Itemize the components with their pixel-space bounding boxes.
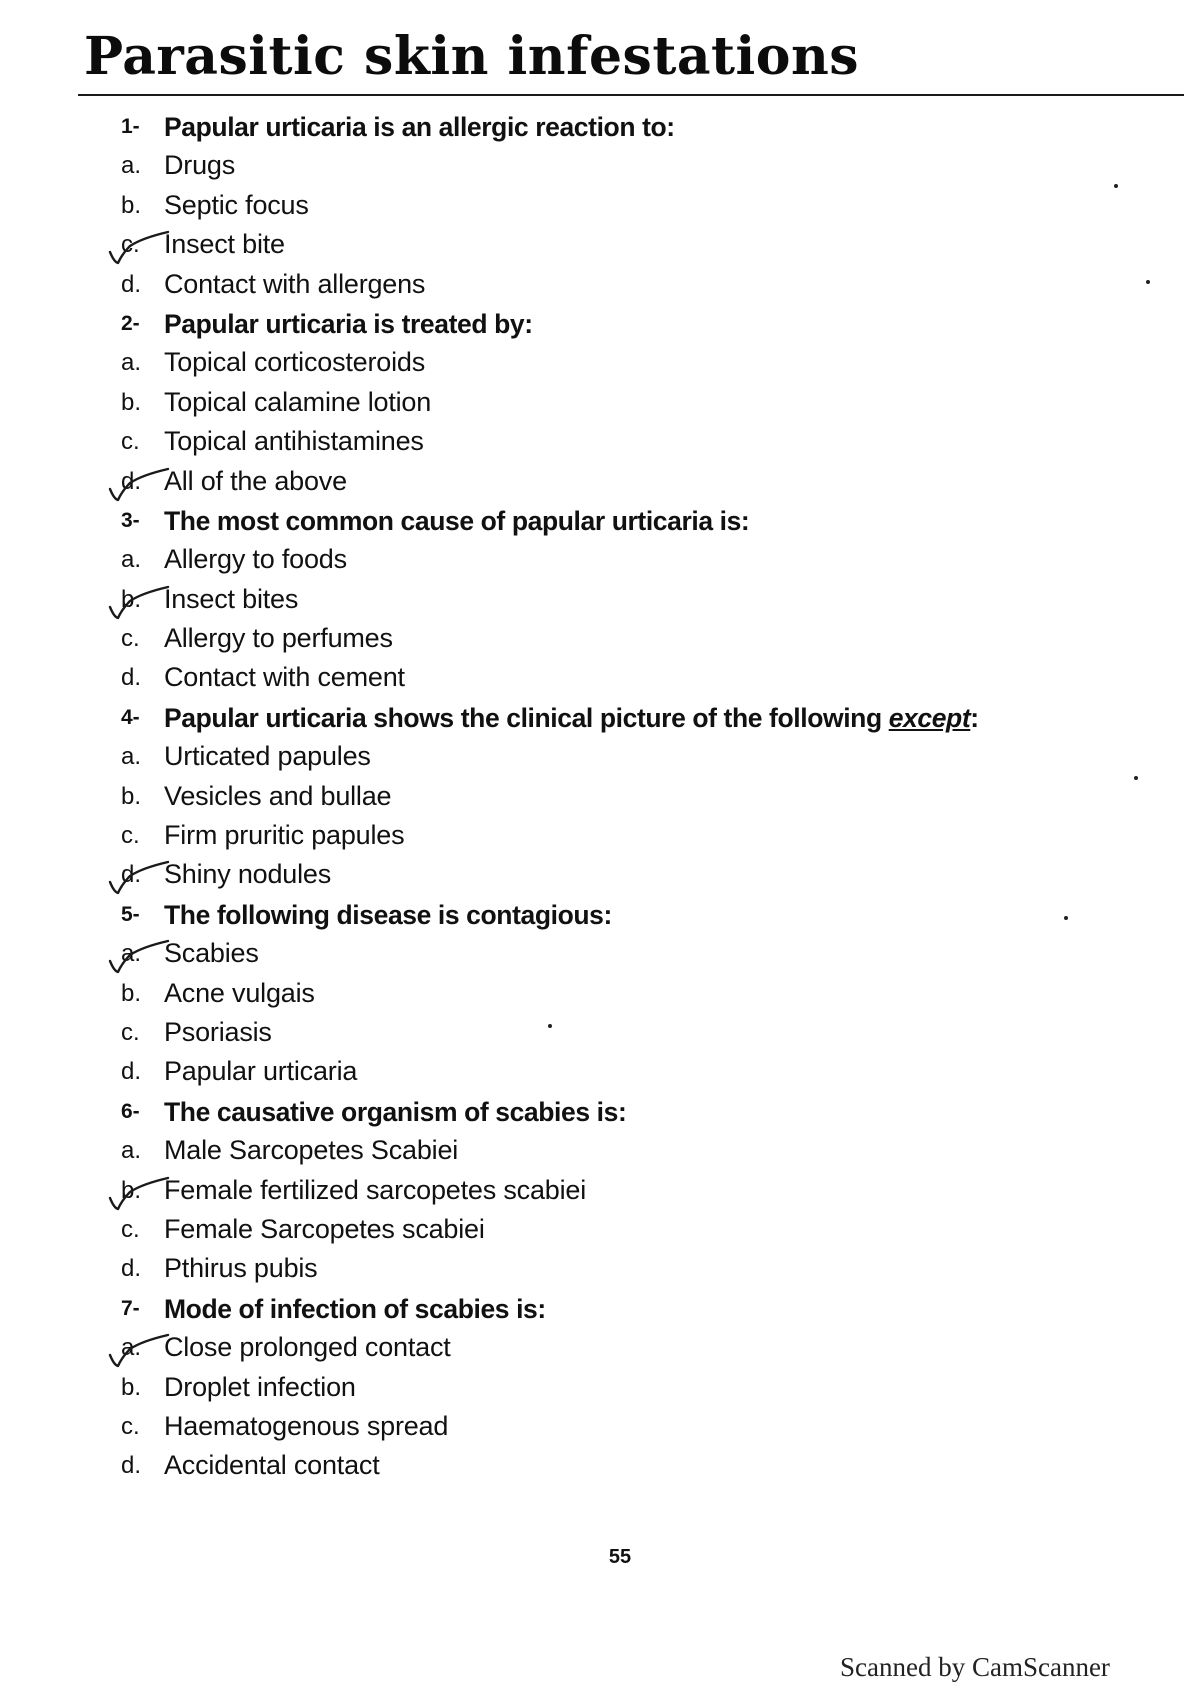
option-4-1 bbox=[0, 738, 1200, 777]
option-text: Pthirus pubis bbox=[164, 1253, 318, 1284]
option-7-1-marked bbox=[0, 1329, 1200, 1368]
option-letter: a. bbox=[121, 1137, 142, 1165]
option-5-1-marked bbox=[0, 935, 1200, 974]
option-letter: c. bbox=[121, 428, 140, 456]
question-text-main: Mode of infection of scabies is: bbox=[164, 1293, 546, 1324]
option-text: Accidental contact bbox=[164, 1450, 380, 1481]
option-4-3 bbox=[0, 817, 1200, 856]
handwritten-check-icon bbox=[108, 228, 170, 264]
option-letter: b. bbox=[121, 1373, 142, 1401]
question-text-main: The causative organism of scabies is: bbox=[164, 1096, 627, 1127]
option-letter: a. bbox=[121, 1334, 142, 1362]
option-letter: c. bbox=[121, 822, 140, 850]
option-text: Female Sarcopetes scabiei bbox=[164, 1213, 485, 1244]
option-letter: c. bbox=[121, 1018, 140, 1046]
question-number: 6- bbox=[121, 1099, 140, 1123]
option-text: Haematogenous spread bbox=[164, 1410, 449, 1441]
option-letter: d. bbox=[121, 1452, 142, 1480]
question-text bbox=[164, 703, 979, 734]
option-letter: c. bbox=[121, 1412, 140, 1440]
scan-speck bbox=[1114, 184, 1118, 188]
question-number: 1- bbox=[121, 115, 140, 138]
page-title: Parasitic skin infestations bbox=[84, 26, 860, 87]
option-letter: a. bbox=[121, 349, 142, 377]
handwritten-check-icon bbox=[108, 858, 170, 894]
option-text: Urticated papules bbox=[164, 741, 371, 772]
option-2-2 bbox=[0, 384, 1200, 423]
option-letter: a. bbox=[121, 546, 142, 574]
option-letter: d. bbox=[121, 861, 142, 889]
option-letter: b. bbox=[121, 782, 142, 810]
option-letter: d. bbox=[121, 1255, 142, 1283]
option-text: Male Sarcopetes Scabiei bbox=[164, 1135, 459, 1166]
question-number: 5- bbox=[121, 902, 140, 926]
question-text-main: The following disease is contagious: bbox=[164, 899, 612, 930]
option-text: Acne vulgais bbox=[164, 977, 315, 1008]
option-text: Contact with allergens bbox=[164, 268, 426, 299]
question-text bbox=[164, 1097, 626, 1128]
question-number: 2- bbox=[121, 311, 140, 335]
option-1-1 bbox=[0, 147, 1200, 186]
question-list bbox=[0, 108, 1200, 1487]
option-text: Droplet infection bbox=[164, 1371, 356, 1402]
question-5 bbox=[0, 896, 1200, 935]
question-text bbox=[164, 506, 749, 537]
page-number: 55 bbox=[608, 1546, 632, 1568]
option-6-2-marked bbox=[0, 1172, 1200, 1211]
handwritten-check-icon bbox=[108, 937, 170, 973]
scan-speck bbox=[1134, 776, 1138, 780]
question-7 bbox=[0, 1290, 1200, 1329]
handwritten-check-icon bbox=[108, 583, 170, 619]
option-5-2 bbox=[0, 975, 1200, 1014]
option-2-4-marked bbox=[0, 463, 1200, 502]
option-1-4 bbox=[0, 266, 1200, 305]
option-letter: b. bbox=[121, 1176, 142, 1204]
title-divider bbox=[78, 94, 1184, 96]
option-text: Insect bites bbox=[164, 583, 299, 614]
option-text: Shiny nodules bbox=[164, 859, 332, 890]
option-3-4 bbox=[0, 659, 1200, 698]
option-6-1 bbox=[0, 1132, 1200, 1171]
option-text: Topical corticosteroids bbox=[164, 347, 426, 378]
option-7-3 bbox=[0, 1408, 1200, 1447]
option-3-1 bbox=[0, 541, 1200, 580]
option-4-4-marked bbox=[0, 856, 1200, 895]
option-letter: b. bbox=[121, 388, 142, 416]
option-letter: b. bbox=[121, 979, 142, 1007]
option-letter: c. bbox=[121, 1215, 140, 1243]
option-letter: b. bbox=[121, 191, 142, 219]
option-text: Vesicles and bullae bbox=[164, 780, 392, 811]
option-text: Papular urticaria bbox=[164, 1056, 358, 1087]
handwritten-check-icon bbox=[108, 1331, 170, 1367]
option-text: Contact with cement bbox=[164, 662, 405, 693]
scan-speck bbox=[1146, 280, 1150, 284]
question-text bbox=[164, 1294, 546, 1325]
option-text: Firm pruritic papules bbox=[164, 820, 405, 851]
option-3-3 bbox=[0, 620, 1200, 659]
option-6-3 bbox=[0, 1211, 1200, 1250]
question-text bbox=[164, 900, 612, 931]
option-letter: d. bbox=[121, 270, 142, 298]
question-6 bbox=[0, 1093, 1200, 1132]
scan-speck bbox=[1064, 916, 1068, 920]
option-2-1 bbox=[0, 344, 1200, 383]
question-number: 4- bbox=[121, 705, 140, 729]
question-3 bbox=[0, 502, 1200, 541]
option-1-3-marked bbox=[0, 226, 1200, 265]
question-text bbox=[164, 112, 675, 143]
question-text-main: The most common cause of papular urticaria is: bbox=[164, 505, 750, 536]
question-text-main: Papular urticaria is an allergic reaction to: bbox=[164, 112, 675, 142]
option-letter: d. bbox=[121, 664, 142, 692]
option-letter: c. bbox=[121, 625, 140, 653]
question-number: 7- bbox=[121, 1296, 140, 1320]
option-text: Scabies bbox=[164, 938, 259, 969]
option-text: Female fertilized sarcopetes scabiei bbox=[164, 1174, 586, 1205]
option-letter: a. bbox=[121, 152, 142, 180]
question-4 bbox=[0, 699, 1200, 738]
option-text: Insect bite bbox=[164, 229, 285, 260]
option-letter: c. bbox=[121, 231, 140, 259]
question-2 bbox=[0, 305, 1200, 344]
question-suffix: : bbox=[970, 702, 979, 733]
option-letter: a. bbox=[121, 940, 142, 968]
option-text: Psoriasis bbox=[164, 1016, 272, 1047]
scan-speck bbox=[548, 1024, 552, 1028]
option-1-2 bbox=[0, 187, 1200, 226]
question-emphasis: except bbox=[888, 702, 971, 733]
option-text: All of the above bbox=[164, 465, 347, 496]
option-2-3 bbox=[0, 423, 1200, 462]
option-text: Allergy to foods bbox=[164, 544, 347, 575]
option-7-4 bbox=[0, 1447, 1200, 1486]
option-text: Allergy to perfumes bbox=[164, 623, 393, 654]
option-text: Drugs bbox=[164, 150, 236, 181]
option-7-2 bbox=[0, 1369, 1200, 1408]
option-text: Septic focus bbox=[164, 189, 309, 220]
option-text: Close prolonged contact bbox=[164, 1332, 451, 1363]
option-letter: d. bbox=[121, 1058, 142, 1086]
option-letter: b. bbox=[121, 585, 142, 613]
option-4-2 bbox=[0, 778, 1200, 817]
scanner-watermark: Scanned by CamScanner bbox=[840, 1652, 1110, 1682]
option-3-2-marked bbox=[0, 581, 1200, 620]
option-text: Topical antihistamines bbox=[164, 426, 424, 457]
handwritten-check-icon bbox=[108, 1174, 170, 1210]
option-6-4 bbox=[0, 1250, 1200, 1289]
option-5-3 bbox=[0, 1014, 1200, 1053]
option-5-4 bbox=[0, 1053, 1200, 1092]
question-text bbox=[164, 309, 533, 340]
question-1 bbox=[0, 108, 1200, 147]
handwritten-check-icon bbox=[108, 465, 170, 501]
option-letter: d. bbox=[121, 467, 142, 495]
question-number: 3- bbox=[121, 508, 140, 532]
option-letter: a. bbox=[121, 743, 142, 771]
option-text: Topical calamine lotion bbox=[164, 386, 432, 417]
question-text-main: Papular urticaria is treated by: bbox=[164, 308, 533, 339]
question-text-main: Papular urticaria shows the clinical picture of the following bbox=[164, 702, 882, 733]
